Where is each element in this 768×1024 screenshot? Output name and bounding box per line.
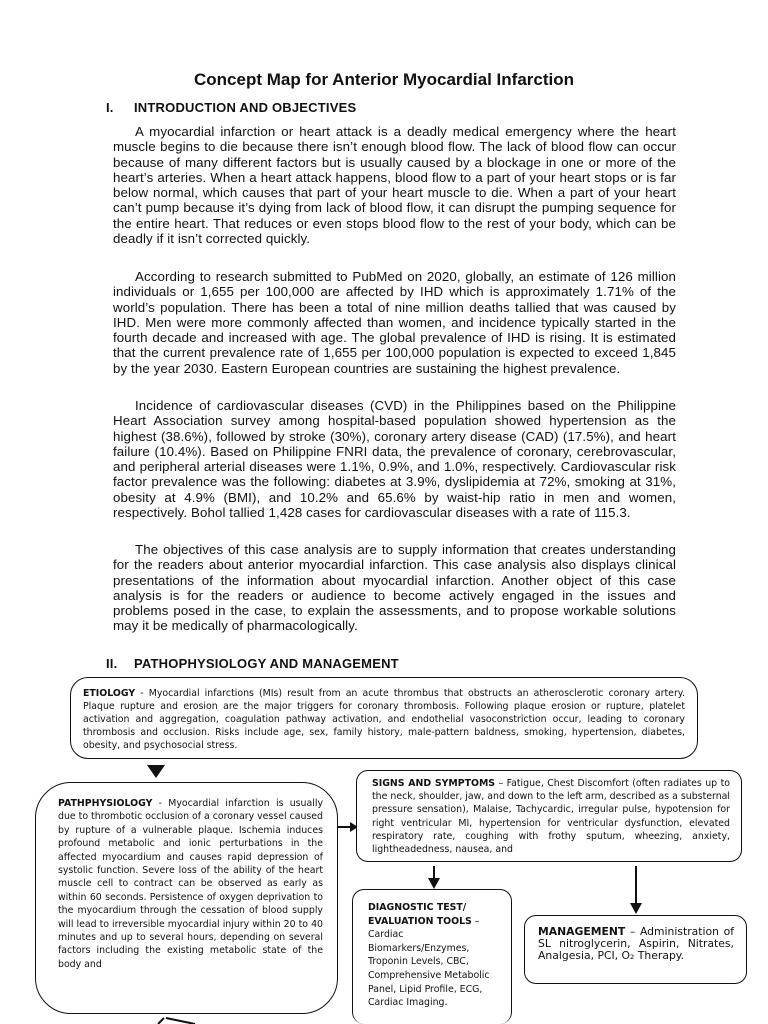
arrow-signs-to-diagnostic-head (428, 878, 440, 889)
arrow-pathophysiology-to-next-2 (158, 1018, 164, 1024)
diagnostic-label: DIAGNOSTIC TEST/ EVALUATION TOOLS (368, 902, 472, 927)
signs-symptoms-text: – Fatigue, Chest Discomfort (often radiates up to the neck, shoulder, jaw, and down to the left arm, described as a substernal pressure sensation), Malaise, Tachycardic, irregular pulse, hypotension for right ventricular MI, hypertension for ventricular dysfunction, elevated respiratory rate, coughing with frothy sputum, wheezing, anxiety, lightheadedness, nausea, and (372, 778, 730, 856)
pathophysiology-box (35, 782, 338, 1014)
management-text: – Administration of SL nitroglycerin, Aspirin, Nitrates, Analgesia, PCI, O₂ Therapy. (538, 925, 734, 962)
diagnostic-box (352, 889, 512, 1024)
diagnostic-text: – Cardiac Biomarkers/Enzymes, Troponin Levels, CBC, Comprehensive Metabolic Panel, Lipid Profile, ECG, Cardiac Imaging. (368, 915, 490, 1009)
section-number: II. (106, 656, 118, 671)
etiology-text: - Myocardial infarctions (MIs) result from an acute thrombus that obstructs an atherosclerotic coronary artery. Plaque rupture and erosion are the major triggers for coronary thrombosis. Following plaque erosion or rupture, platelet activation and aggregation, coagulation pathway activation, and endothelial vasoconstriction occur, leading to coronary thrombosis and occlusion. Risks include age, sex, family history, male-pattern baldness, smoking, hypertension, diabetes, obesity, and psychosocial stress. (83, 688, 685, 751)
signs-symptoms-label: SIGNS AND SYMPTOMS (372, 778, 496, 789)
etiology-content (83, 687, 685, 752)
etiology-box (70, 677, 698, 759)
section-title: PATHOPHYSIOLOGY AND MANAGEMENT (134, 656, 399, 671)
signs-symptoms-content (372, 777, 730, 856)
management-box (524, 915, 747, 984)
arrow-pathophysiology-to-next-1 (166, 1018, 195, 1024)
management-label: MANAGEMENT (538, 925, 626, 938)
arrow-signs-to-management-head (630, 903, 642, 914)
pathophysiology-content (58, 797, 323, 971)
arrow-etiology-to-pathophysiology (147, 765, 165, 778)
document-title: Concept Map for Anterior Myocardial Infarction (193, 70, 575, 89)
section-number: I. (106, 100, 114, 115)
paragraph-introduction: A myocardial infarction or heart attack is a deadly medical emergency where the heart muscle begins to die because there isn’t enough blood flow. The lack of blood flow can occur because of many different factors but is usually caused by a blockage in one or more of the heart’s arteries. When a heart attack happens, blood flow to a part of your heart stops or is far below normal, which causes that part of your heart muscle to die. When a part of your heart can’t pump because it’s dying from lack of blood flow, it can disrupt the pumping sequence for the entire heart. That reduces or even stops blood flow to the rest of your body, which can be deadly if it isn’t corrected quickly. (113, 124, 676, 247)
etiology-label: ETIOLOGY (83, 688, 136, 699)
pathophysiology-text: - Myocardial infarction is usually due to thrombotic occlusion of a coronary vessel caused by rupture of a vulnerable plaque. Ischemia induces profound metabolic and ionic perturbations in the affected myocardium and causes rapid depression of systolic function. Severe loss of the ability of the heart muscle cell to contract can be observed as early as within 60 seconds. Persistence of oxygen deprivation to the myocardium through the cessation of blood supply will lead to irreversible myocardial injury within 20 to 40 minutes and up to several hours, depending on several factors including the existing metabolic state of the body and (58, 798, 323, 970)
paragraph-global-prevalence: According to research submitted to PubMed on 2020, globally, an estimate of 126 million individuals or 1,655 per 100,000 are affected by IHD which is approximately 1.71% of the world’s population. There has been a total of nine million deaths tallied that was caused by IHD. Men were more commonly affected than women, and incidence typically started in the fourth decade and increased with age. The global prevalence of IHD is rising. It is estimated that the current prevalence rate of 1,655 per 100,000 population is expected to exceed 1,845 by the year 2030. Eastern European countries are sustaining the highest prevalence. (113, 269, 676, 376)
paragraph-philippine-incidence: Incidence of cardiovascular diseases (CVD) in the Philippines based on the Philippine Heart Association survey among hospital-based population showed hypertension as the highest (38.6%), followed by stroke (30%), coronary artery disease (CAD) (17.5%), and heart failure (10.4%). Based on Philippine FNRI data, the prevalence of coronary, cerebrovascular, and peripheral arterial diseases were 1.1%, 0.9%, and 1.0%, respectively. Cardiovascular risk factor prevalence was the following: diabetes at 3.9%, dyslipidemia at 72%, smoking at 31%, obesity at 4.9% (BMI), and 10.2% and 65.6% by waist-hip ratio in men and women, respectively. Bohol tallied 1,428 cases for cardiovascular diseases with a rate of 115.3. (113, 398, 676, 521)
section-title: INTRODUCTION AND OBJECTIVES (134, 100, 357, 115)
signs-symptoms-box (356, 770, 742, 862)
diagnostic-content (368, 901, 497, 1010)
paragraph-objectives: The objectives of this case analysis are to supply information that creates understanding for the readers about anterior myocardial infarction. This case analysis also displays clinical presentations of the information about myocardial infarction. Another object of this case analysis is for the readers or audience to become actively engaged in the issues and problems posed in the case, to explain the assessments, and to propose workable solutions may it be medically of pharmacologically. (113, 542, 676, 634)
management-content (538, 926, 734, 961)
pathophysiology-label: PATHPHYSIOLOGY (58, 798, 153, 809)
